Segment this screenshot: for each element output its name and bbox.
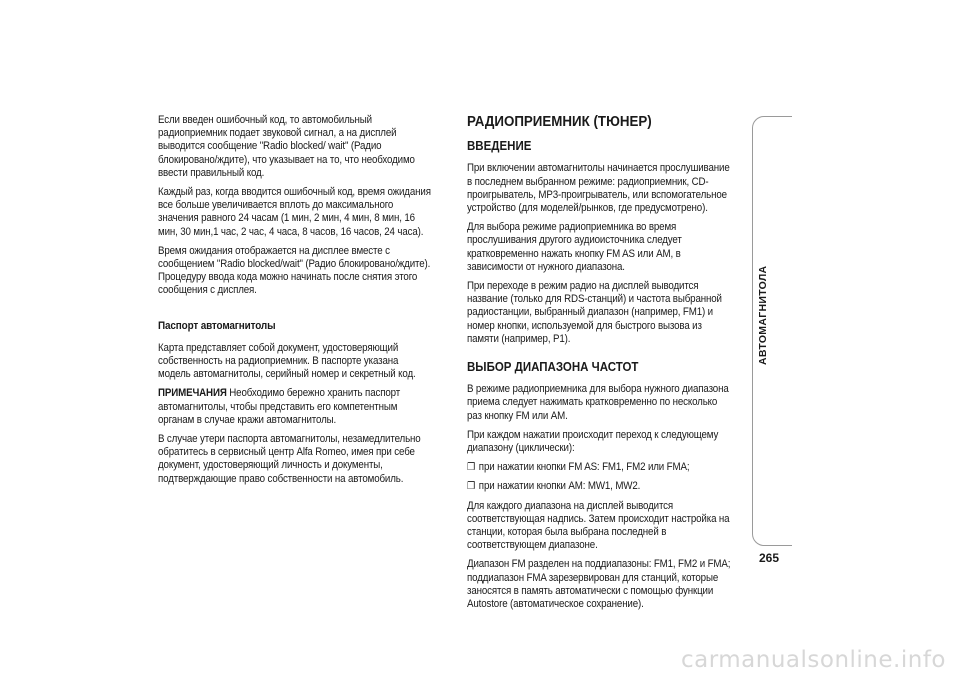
note-label: ПРИМЕЧАНИЯ <box>158 387 227 400</box>
paragraph-lost-passport: В случае утери паспорта автомагнитолы, незамедлительно обратитесь в сервисный центр Alfa Romeo, имея при себе документ, удостоверяющий личность и документы, подтверждающие право собственности на автомобиль. <box>158 433 421 485</box>
list-item <box>467 480 732 493</box>
paragraph-error-code: Если введен ошибочный код, то автомобильный радиоприемник подает звуковой сигнал, а на дисплей выводится сообщение "Radio blocked/ wait" (Радио блокировано/ждите), что указывает на то, что необходимо ввести правильный код. <box>158 114 415 179</box>
intro-heading: ВВЕДЕНИЕ <box>467 139 532 154</box>
paragraph-select-radio: Для выбора режиме радиоприемника во время прослушивания другого аудиоисточника следует кратковременно нажать кнопку FM AS или AM, в зависимости от нужного диапазона. <box>467 221 682 273</box>
band-heading: ВЫБОР ДИАПАЗОНА ЧАСТОТ <box>467 360 639 375</box>
list-item-text: при нажатии кнопки AM: MW1, MW2. <box>478 480 641 493</box>
watermark: carmanualsonline.info <box>680 647 946 673</box>
right-column <box>467 116 732 617</box>
paragraph-passport: Карта представляет собой документ, удостоверяющий собственность на радиоприемник. В паспорте указана модель автомагнитолы, серийный номер и секретный код. <box>158 341 416 381</box>
paragraph-band-select: В режиме радиоприемника для выбора нужного диапазона приема следует нажимать кратковременно по несколько раз кнопку FM или AM. <box>467 383 729 422</box>
paragraph-fm-subbands: Диапазон FM разделен на поддиапазоны: FM1, FM2 и FMA; поддиапазон FMA зарезервирован для станций, которые заносятся в память автоматически с помощью функции Autostore (автоматическое сохранение). <box>467 558 731 611</box>
paragraph-wait-time: Каждый раз, когда вводится ошибочный код, время ожидания все больше увеличивается вплоть до максимального значения равного 24 часам (1 мин, 2 мин, 4 мин, 8 мин, 16 мин, 30 мин,1 час, 2 час, 4 часа, 8 часов, 16 часов, 24 часа). <box>158 186 431 238</box>
paragraph-wait-display: Время ожидания отображается на дисплее вместе с сообщением "Radio blocked/wait" (Радио блокировано/ждите). Процедуру ввода кода можно начинать после снятия этого сообщения с дисплея. <box>158 244 431 297</box>
note-text: Необходимо бережно хранить паспорт автомагнитолы, чтобы представить его компетентным органам в случае кражи автомагнитолы. <box>158 387 401 426</box>
checkbox-bullet-icon: ❒ <box>467 462 476 474</box>
page-number: 265 <box>759 551 780 565</box>
paragraph-power-on: При включении автомагнитолы начинается прослушивание в последнем выбранном режиме: радиоприемник, CD-проигрыватель, MP3-проигрыватель, или вспомогательное устройство (для моделей/рынков, где предусмотрено). <box>467 162 730 215</box>
paragraph-band-cycle: При каждом нажатии происходит переход к следующему диапазону (циклически): <box>467 428 719 455</box>
checkbox-bullet-icon: ❒ <box>467 481 476 493</box>
note-paragraph <box>158 387 431 427</box>
paragraph-radio-display: При переходе в режим радио на дисплей выводится название (только для RDS-станций) и частота выбранной радиостанции, выбранный диапазон (например, FM1) и номер кнопки, используемой для быстрого вызова из памяти (например, P1). <box>467 280 722 345</box>
chapter-tab-text: АВТОМАГНИТОЛА <box>757 265 769 365</box>
passport-heading: Паспорт автомагнитолы <box>158 319 276 332</box>
left-column <box>158 114 431 492</box>
list-item-text: при нажатии кнопки FM AS: FM1, FM2 или FMA; <box>478 461 690 474</box>
section-title: РАДИОПРИЕМНИК (ТЮНЕР) <box>467 114 652 130</box>
list-item <box>467 461 732 474</box>
paragraph-band-label: Для каждого диапазона на дисплей выводится соответствующая надпись. Затем происходит настройка на станции, которая была выбрана последней в соответствующем диапазоне. <box>467 499 730 552</box>
